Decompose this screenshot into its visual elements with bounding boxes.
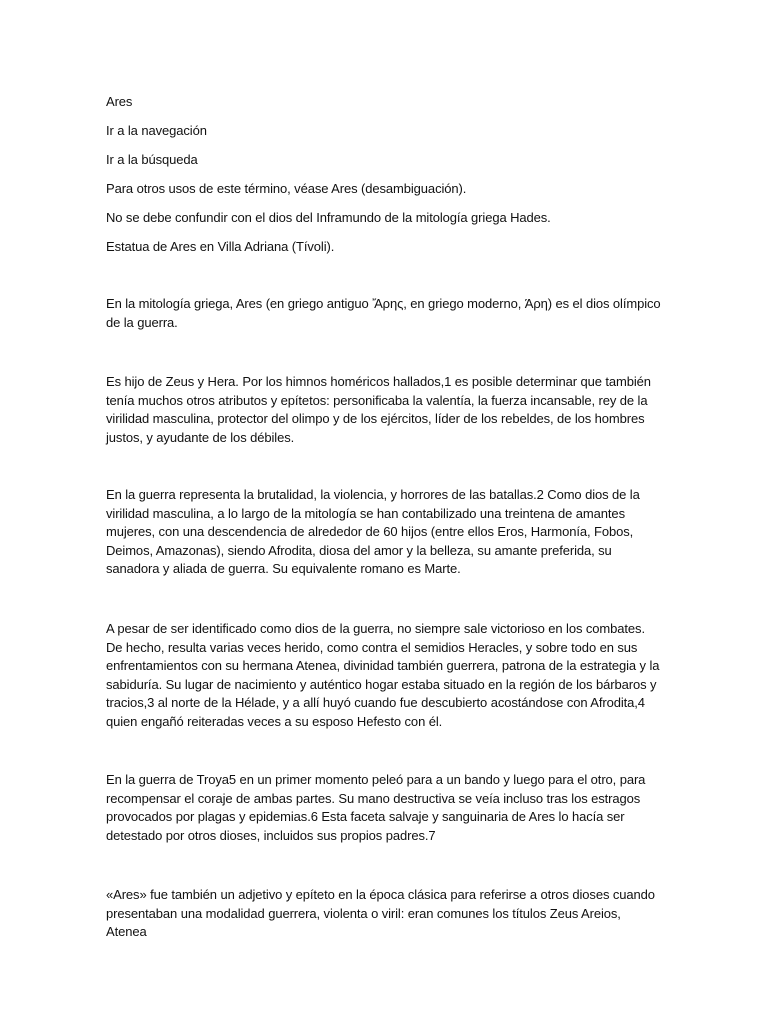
image-caption: Estatua de Ares en Villa Adriana (Tívoli). bbox=[106, 239, 335, 254]
navigation-link-text: Ir a la navegación bbox=[106, 123, 207, 138]
paragraph-war: En la guerra representa la brutalidad, la violencia, y horrores de las batallas.2 Como dios de la virilidad masculina, a lo largo de la mitología se han contabilizado una treintena de amantes mujeres, con una descendencia de alrededor de 60 hijos (entre ellos Eros, Harmonía, Fobos, Deimos, Amazonas), siendo Afrodita, diosa del amor y la belleza, su amante preferida, su sanadora y aliada de guerra. Su equivalente romano es Marte. bbox=[106, 487, 640, 576]
search-link-text: Ir a la búsqueda bbox=[106, 152, 198, 167]
paragraph-combat: A pesar de ser identificado como dios de la guerra, no siempre sale victorioso en los combates. De hecho, resulta varias veces herido, como contra el semidios Heracles, y sobre todo en sus enfrentamientos con su hermana Atenea, divinidad también guerrera, patrona de la estrategia y la sabiduría. Su lugar de nacimiento y auténtico hogar estaba situado en la región de los bárbaros y tracios,3 al norte de la Hélade, y a allí huyó cuando fue descubierto acostándose con Afrodita,4 quien engañó reiteradas veces a su esposo Hefesto con él. bbox=[106, 621, 660, 729]
paragraph-troy: En la guerra de Troya5 en un primer momento peleó para a un bando y luego para el otro, para recompensar el coraje de ambas partes. Su mano destructiva se veía incluso tras los estragos provocados por plagas y epidemias.6 Esta faceta salvaje y sanguinaria de Ares lo hacía ser detestado por otros dioses, incluidos sus propios padres.7 bbox=[106, 772, 646, 843]
disambiguation-note: Para otros usos de este término, véase Ares (desambiguación). bbox=[106, 181, 467, 196]
paragraph-intro: En la mitología griega, Ares (en griego antiguo Ἄρης, en griego moderno, Άρη) es el dios olímpico de la guerra. bbox=[106, 296, 661, 330]
paragraph-epithet: «Ares» fue también un adjetivo y epíteto en la época clásica para referirse a otros dioses cuando presentaban una modalidad guerrera, violenta o viril: eran comunes los títulos Zeus Areios, Atenea bbox=[106, 887, 655, 939]
not-confuse-note: No se debe confundir con el dios del Inframundo de la mitología griega Hades. bbox=[106, 210, 551, 225]
document-title: Ares bbox=[106, 94, 133, 109]
paragraph-parents: Es hijo de Zeus y Hera. Por los himnos homéricos hallados,1 es posible determinar que también tenía muchos otros atributos y epítetos: personificaba la valentía, la fuerza incansable, rey de la virilidad masculina, protector del olimpo y de los ejércitos, líder de los rebeldes, de los hombres justos, y ayudante de los débiles. bbox=[106, 374, 651, 445]
